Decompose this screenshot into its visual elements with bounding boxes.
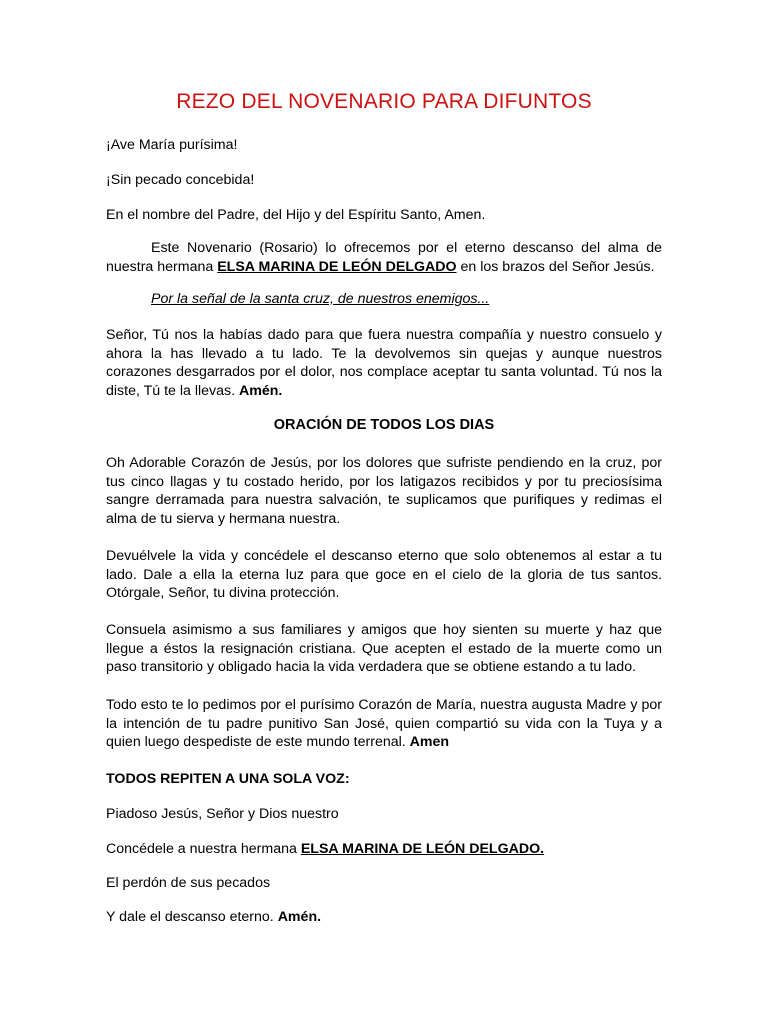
- chorus-line-2-text: Concédele a nuestra hermana: [106, 841, 301, 857]
- daily-prayer-heading: ORACIÓN DE TODOS LOS DIAS: [273, 417, 495, 433]
- invocation: En el nombre del Padre, del Hijo y del Espíritu Santo, Amen.: [106, 207, 486, 223]
- offering-paragraph: [106, 239, 662, 276]
- chorus-line-3: El perdón de sus pecados: [106, 875, 271, 891]
- daily-prayer-paragraph-1: Oh Adorable Corazón de Jesús, por los dolores que sufriste pendiendo en la cruz, por tus cinco llagas y tu costado herido, por los latigazos recibidos y por tu preciosísima sangre derramada para nuestra salvación, te suplicamos que purifiques y redimas el alma de tu sierva y hermana nuestra.: [106, 455, 662, 527]
- page-title: REZO DEL NOVENARIO PARA DIFUNTOS: [176, 90, 592, 113]
- chorus-line-4: [106, 908, 662, 927]
- chorus-heading: TODOS REPITEN A UNA SOLA VOZ:: [106, 771, 350, 787]
- daily-prayer-paragraph-4-text: Todo esto te lo pedimos por el purísimo Corazón de María, nuestra augusta Madre y por la intención de tu padre punitivo San José, quien compartió su vida con la Tuya y a quien luego despediste de este mundo terrenal.: [106, 697, 662, 750]
- opening-prayer-amen: Amén.: [239, 382, 283, 399]
- offering-text: Este Novenario (Rosario) lo ofrecemos por el eterno descanso del alma de nuestra hermana: [106, 240, 662, 275]
- chorus-deceased-name: ELSA MARINA DE LEÓN DELGADO.: [300, 841, 545, 857]
- chorus-line-4-text: Y dale el descanso eterno.: [106, 909, 278, 925]
- cross-sign-text: Por la señal de la santa cruz, de nuestros enemigos...: [151, 291, 490, 307]
- deceased-name: ELSA MARINA DE LEÓN DELGADO: [217, 258, 457, 275]
- opening-prayer-text: Señor, Tú nos la habías dado para que fuera nuestra compañía y nuestro consuelo y ahora la has llevado a tu lado. Te la devolvemos sin quejas y aunque nuestros corazones desgarrados por el dolor, nos complace aceptar tu santa voluntad. Tú nos la diste, Tú te la llevas.: [106, 327, 662, 399]
- opening-prayer: [106, 326, 662, 400]
- daily-prayer-paragraph-4: [106, 696, 662, 752]
- greeting-sin-pecado: ¡Sin pecado concebida!: [106, 172, 255, 188]
- cross-sign-line: [106, 290, 662, 309]
- daily-prayer-amen: Amen: [409, 734, 450, 750]
- chorus-line-1: Piadoso Jesús, Señor y Dios nuestro: [106, 806, 339, 822]
- chorus-amen: Amén.: [277, 909, 322, 925]
- daily-prayer-paragraph-2: Devuélvele la vida y concédele el descanso eterno que solo obtenemos al estar a tu lado. Dale a ella la eterna luz para que goce en el cielo de la gloria de tus santos. Otórgale, Señor, tu divina protección.: [106, 548, 662, 601]
- offering-text-end: en los brazos del Señor Jesús.: [456, 258, 655, 275]
- greeting-ave-maria: ¡Ave María purísima!: [106, 137, 238, 153]
- daily-prayer-paragraph-3: Consuela asimismo a sus familiares y amigos que hoy sienten su muerte y haz que llegue a éstos la resignación cristiana. Que acepten el estado de la muerte como un paso transitorio y obligado hacia la vida verdadera que se obtiene estando a tu lado.: [106, 622, 662, 675]
- chorus-line-2: [106, 840, 662, 859]
